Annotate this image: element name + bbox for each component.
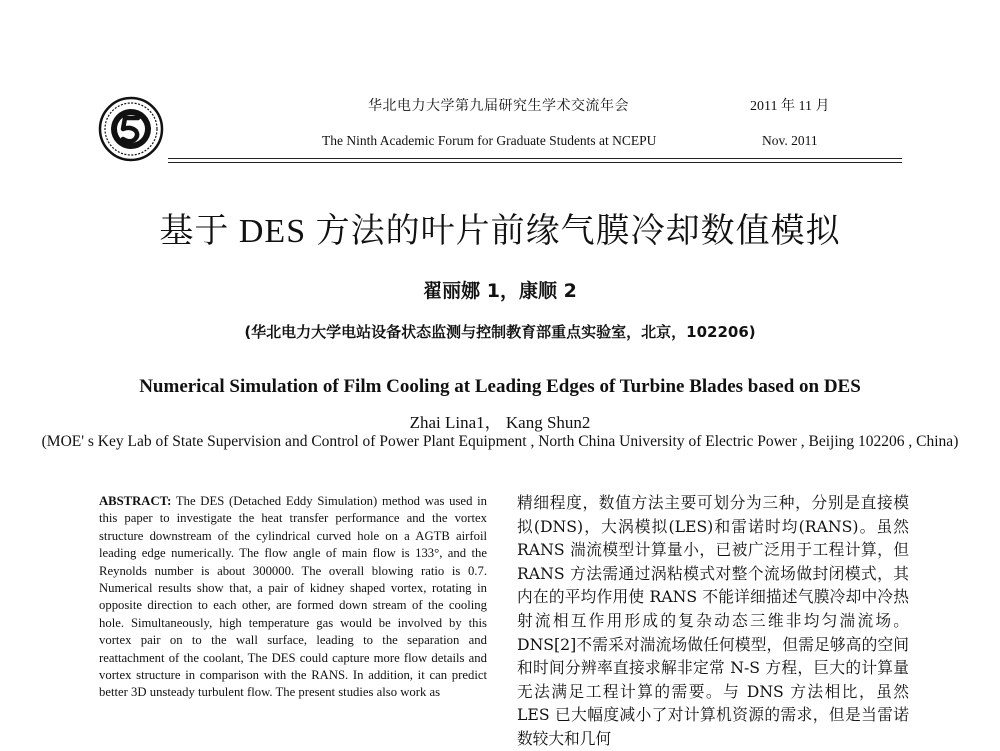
date-cn: 2011 年 11 月 [750,99,830,114]
paper-title-cn: 基于 DES 方法的叶片前缘气膜冷却数值模拟 [159,213,841,250]
abstract-label: ABSTRACT: [99,494,172,508]
university-logo [98,96,164,162]
authors-cn: 翟丽娜 1，康顺 2 [423,280,577,302]
abstract-text: The DES (Detached Eddy Simulation) method was used in this paper to investigate the heat transfer performance and the vortex structure downstream of the cylindrical curved hole on a AGTB airfoil leading edge numerically. The flow angle of main flow is 133°, and the Reynolds number is about 300000. The overall blowing ratio is 0.7. Numerical results show that, a pair of kidney shaped vortex, rotating in opposite direction to each other, are formed down stream of the cooling hole. Simultaneously, high temperature gas would be involved by this vortex pair on to the wall surface, leading to the separation and reattachment of the coolant, The DES could capture more flow details and vortex structure in comparison with the RANS. In addition, it can predict better 3D unsteady turbulent flow. The present studies also work as [99,494,487,700]
body-paragraph-cn: 精细程度，数值方法主要可划分为三种，分别是直接模拟(DNS)，大涡模拟(LES)和雷诺时均(RANS)。虽然 RANS 湍流模型计算量小，已被广泛用于工程计算，但 RANS 方法需通过涡粘模式对整个流场做封闭模式，其内在的平均作用使 RANS 不能详细描述气膜冷却中冷热射流相互作用形成的复杂动态三维非均匀湍流场。DNS[2]不需采对湍流场做任何模型，但需足够高的空间和时间分辨率直接求解非定常 N-S 方程，巨大的计算量无法满足工程计算的需要。与 DNS 方法相比，虽然 LES 已大幅度减小了对计算机资源的需求，但是当雷诺数较大和几何 [517,493,909,748]
conference-title-en: The Ninth Academic Forum for Graduate Students at NCEPU [322,133,657,148]
affiliation-cn: (华北电力大学电站设备状态监测与控制教育部重点实验室，北京，102206) [244,323,756,341]
paper-title-en: Numerical Simulation of Film Cooling at Leading Edges of Turbine Blades based on DES [139,376,861,397]
date-en: Nov. 2011 [762,133,818,148]
abstract-paragraph [99,493,487,702]
conference-title-cn: 华北电力大学第九届研究生学术交流年会 [368,99,629,114]
header-rule [168,158,902,159]
authors-en: Zhai Lina1， Kang Shun2 [409,413,591,432]
header-rule-thin [168,162,902,163]
affiliation-en: (MOE' s Key Lab of State Supervision and Control of Power Plant Equipment , North China University of Electric Power , Beijing 102206 , China) [41,433,959,450]
